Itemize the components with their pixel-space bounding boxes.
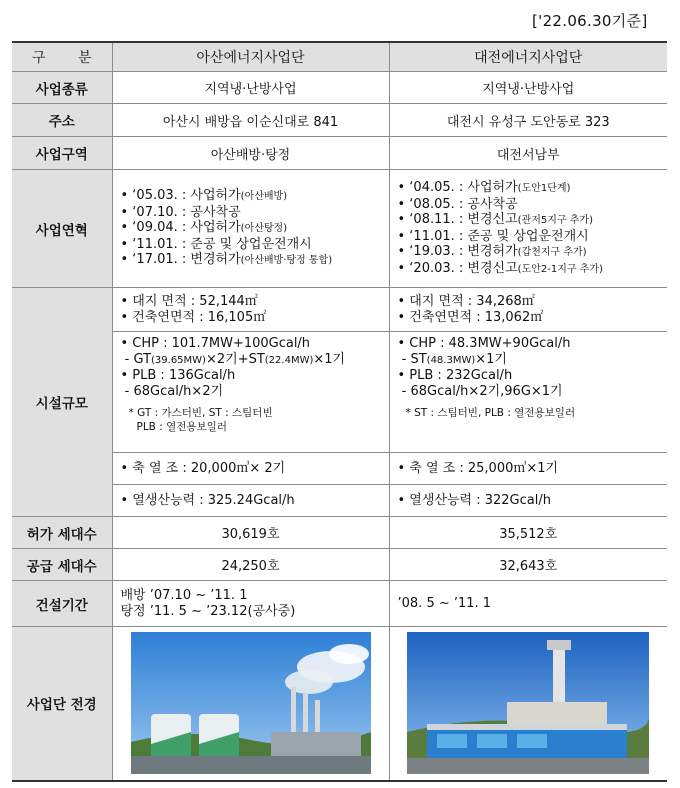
header-asan: 아산에너지사업단: [112, 42, 389, 72]
row-address: [12, 104, 667, 137]
row-label: 사업종류: [12, 72, 112, 104]
history-item: • ‘11.01. : 준공 및 상업운전개시: [397, 228, 589, 244]
cell-asan: 아산시 배방읍 이순신대로 841: [112, 104, 389, 137]
construction-daejeon: ’08. 5 ~ ’11. 1: [389, 581, 667, 627]
header-daejeon: 대전에너지사업단: [389, 42, 667, 72]
row-permit-households: [12, 517, 667, 549]
history-asan: [112, 170, 389, 288]
history-item: • ‘08.05. : 공사착공: [397, 196, 518, 212]
energy-division-table: [12, 41, 667, 782]
storage-daejeon: • 축 열 조 : 25,000㎥×1기: [389, 453, 667, 485]
row-label: 시설규모: [12, 288, 112, 517]
history-item: • ‘19.03. : 변경허가(갑천지구 추가): [397, 244, 587, 259]
cell-daejeon: 대전서남부: [389, 137, 667, 170]
row-facility-area: [12, 288, 667, 332]
row-label: 사업구역: [12, 137, 112, 170]
daejeon-plant-photo: [407, 632, 649, 774]
row-label: 건설기간: [12, 581, 112, 627]
equipment-note: * GT : 가스터빈, ST : 스팀터빈 PLB : 열전용보일러: [128, 407, 273, 433]
cell-asan: 24,250호: [112, 549, 389, 581]
construction-asan: 배방 ’07.10 ~ ’11. 1 탕정 ’11. 5 ~ ’23.12(공사중): [112, 581, 389, 627]
reference-date: ['22.06.30기준]: [532, 12, 648, 30]
cell-daejeon: 지역냉·난방사업: [389, 72, 667, 104]
land-area-daejeon: • 대지 면적 : 34,268㎡ • 건축연면적 : 13,062㎡: [389, 288, 667, 332]
history-item: • ‘20.03. : 변경신고(도안2-1지구 추가): [397, 260, 603, 276]
cell-asan: 아산배방·탕정: [112, 137, 389, 170]
row-history: [12, 170, 667, 288]
row-supply-households: [12, 549, 667, 581]
capacity-daejeon: • 열생산능력 : 322Gcal/h: [389, 485, 667, 517]
cell-daejeon: 32,643호: [389, 549, 667, 581]
photo-cell-asan: [112, 627, 389, 781]
history-item: • ‘17.01. : 변경허가(아산배방·탕정 통합): [120, 252, 333, 268]
cell-daejeon: 35,512호: [389, 517, 667, 549]
cell-asan: 지역냉·난방사업: [112, 72, 389, 104]
row-construction: [12, 581, 667, 627]
history-daejeon: [389, 170, 667, 288]
row-label: 주소: [12, 104, 112, 137]
photo-cell-daejeon: [389, 627, 667, 781]
row-label: 사업연혁: [12, 170, 112, 288]
history-item: • ‘09.04. : 사업허가(아산탕정): [120, 220, 288, 236]
row-label: 허가 세대수: [12, 517, 112, 549]
row-view: [12, 627, 667, 781]
asan-plant-photo: [131, 632, 371, 774]
header-label: 구 분: [12, 42, 112, 72]
row-area: [12, 137, 667, 170]
row-label: 사업단 전경: [12, 627, 112, 781]
history-item: • ‘05.03. : 사업허가(아산배방): [120, 188, 288, 204]
storage-asan: • 축 열 조 : 20,000㎥× 2기: [112, 453, 389, 485]
history-item: • ‘08.11. : 변경신고(관저5지구 추가): [397, 212, 593, 227]
land-area-asan: • 대지 면적 : 52,144㎡ • 건축연면적 : 16,105㎡: [112, 288, 389, 332]
equipment-asan: • CHP : 101.7MW+100Gcal/h - GT(39.65MW)×2기+ST(22.4MW)×1기 • PLB : 136Gcal/h - 68Gcal/h×2기 * GT : 가스터빈, ST : 스팀터빈 PLB : 열전용보일러: [112, 332, 389, 453]
row-label: 공급 세대수: [12, 549, 112, 581]
history-item: • ‘07.10. : 공사착공: [120, 204, 241, 220]
history-item: • ‘11.01. : 준공 및 상업운전개시: [120, 236, 312, 252]
equipment-daejeon: • CHP : 48.3MW+90Gcal/h - ST(48.3MW)×1기 • PLB : 232Gcal/h - 68Gcal/h×2기,96G×1기 * ST : 스팀터빈, PLB : 열전용보일러: [389, 332, 667, 453]
capacity-asan: • 열생산능력 : 325.24Gcal/h: [112, 485, 389, 517]
header-row: [12, 42, 667, 72]
cell-daejeon: 대전시 유성구 도안동로 323: [389, 104, 667, 137]
row-business-type: [12, 72, 667, 104]
history-item: • ‘04.05. : 사업허가(도안1단계): [397, 180, 571, 195]
cell-asan: 30,619호: [112, 517, 389, 549]
equipment-note: * ST : 스팀터빈, PLB : 열전용보일러: [405, 407, 576, 419]
